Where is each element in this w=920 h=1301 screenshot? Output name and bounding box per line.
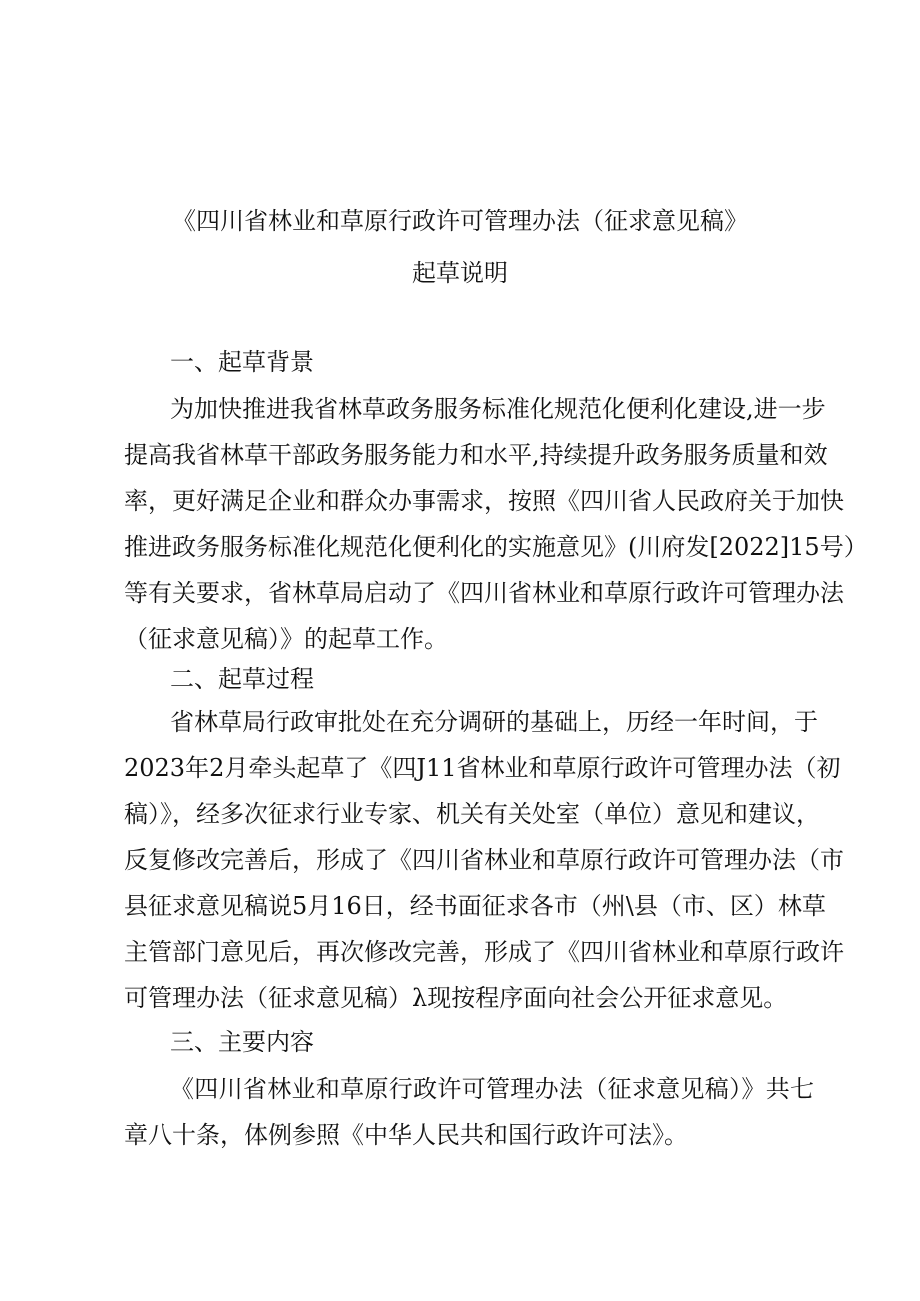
section-heading-content: 三、主要内容 — [170, 1028, 314, 1056]
paragraph-line: 章八十条，体例参照《中华人民共和国行政许可法》。 — [124, 1121, 688, 1149]
paragraph-line: 可管理办法（征求意见稿）λ现按程序面向社会公开征求意见。 — [124, 984, 788, 1012]
document-title: 《四川省林业和草原行政许可管理办法（征求意见稿》 — [172, 207, 748, 235]
paragraph-line: 县征求意见稿说5月16日，经书面征求各市（州\县（市、区）林草 — [124, 892, 826, 920]
paragraph-line: （征求意见稿）》的起草工作。 — [124, 625, 448, 653]
paragraph-line: 省林草局行政审批处在充分调研的基础上，历经一年时间，于 — [170, 708, 818, 736]
paragraph-line: 为加快推进我省林草政务服务标准化规范化便利化建设,进一步 — [170, 395, 826, 423]
section-heading-background: 一、起草背景 — [170, 348, 314, 376]
paragraph-line: 反复修改完善后，形成了《四川省林业和草原行政许可管理办法（市 — [124, 846, 844, 874]
paragraph-line: 等有关要求，省林草局启动了《四川省林业和草原行政许可管理办法 — [124, 579, 844, 607]
document-subtitle: 起草说明 — [412, 259, 508, 287]
paragraph-line: 主管部门意见后，再次修改完善，形成了《四川省林业和草原行政许 — [124, 938, 844, 966]
paragraph-line: 稿）》，经多次征求行业专家、机关有关处室（单位）意见和建议， — [124, 800, 820, 828]
paragraph-line: 2023年2月牵头起草了《四J11省林业和草原行政许可管理办法（初 — [124, 754, 841, 782]
paragraph-line: 提高我省林草干部政务服务能力和水平,持续提升政务服务质量和效 — [124, 441, 828, 469]
paragraph-line: 率，更好满足企业和群众办事需求，按照《四川省人民政府关于加快 — [124, 487, 844, 515]
section-heading-process: 二、起草过程 — [170, 665, 314, 693]
paragraph-line: 推进政务服务标准化规范化便利化的实施意见》(川府发[2022]15号） — [124, 533, 868, 561]
paragraph-line: 《四川省林业和草原行政许可管理办法（征求意见稿）》共七 — [170, 1075, 814, 1103]
